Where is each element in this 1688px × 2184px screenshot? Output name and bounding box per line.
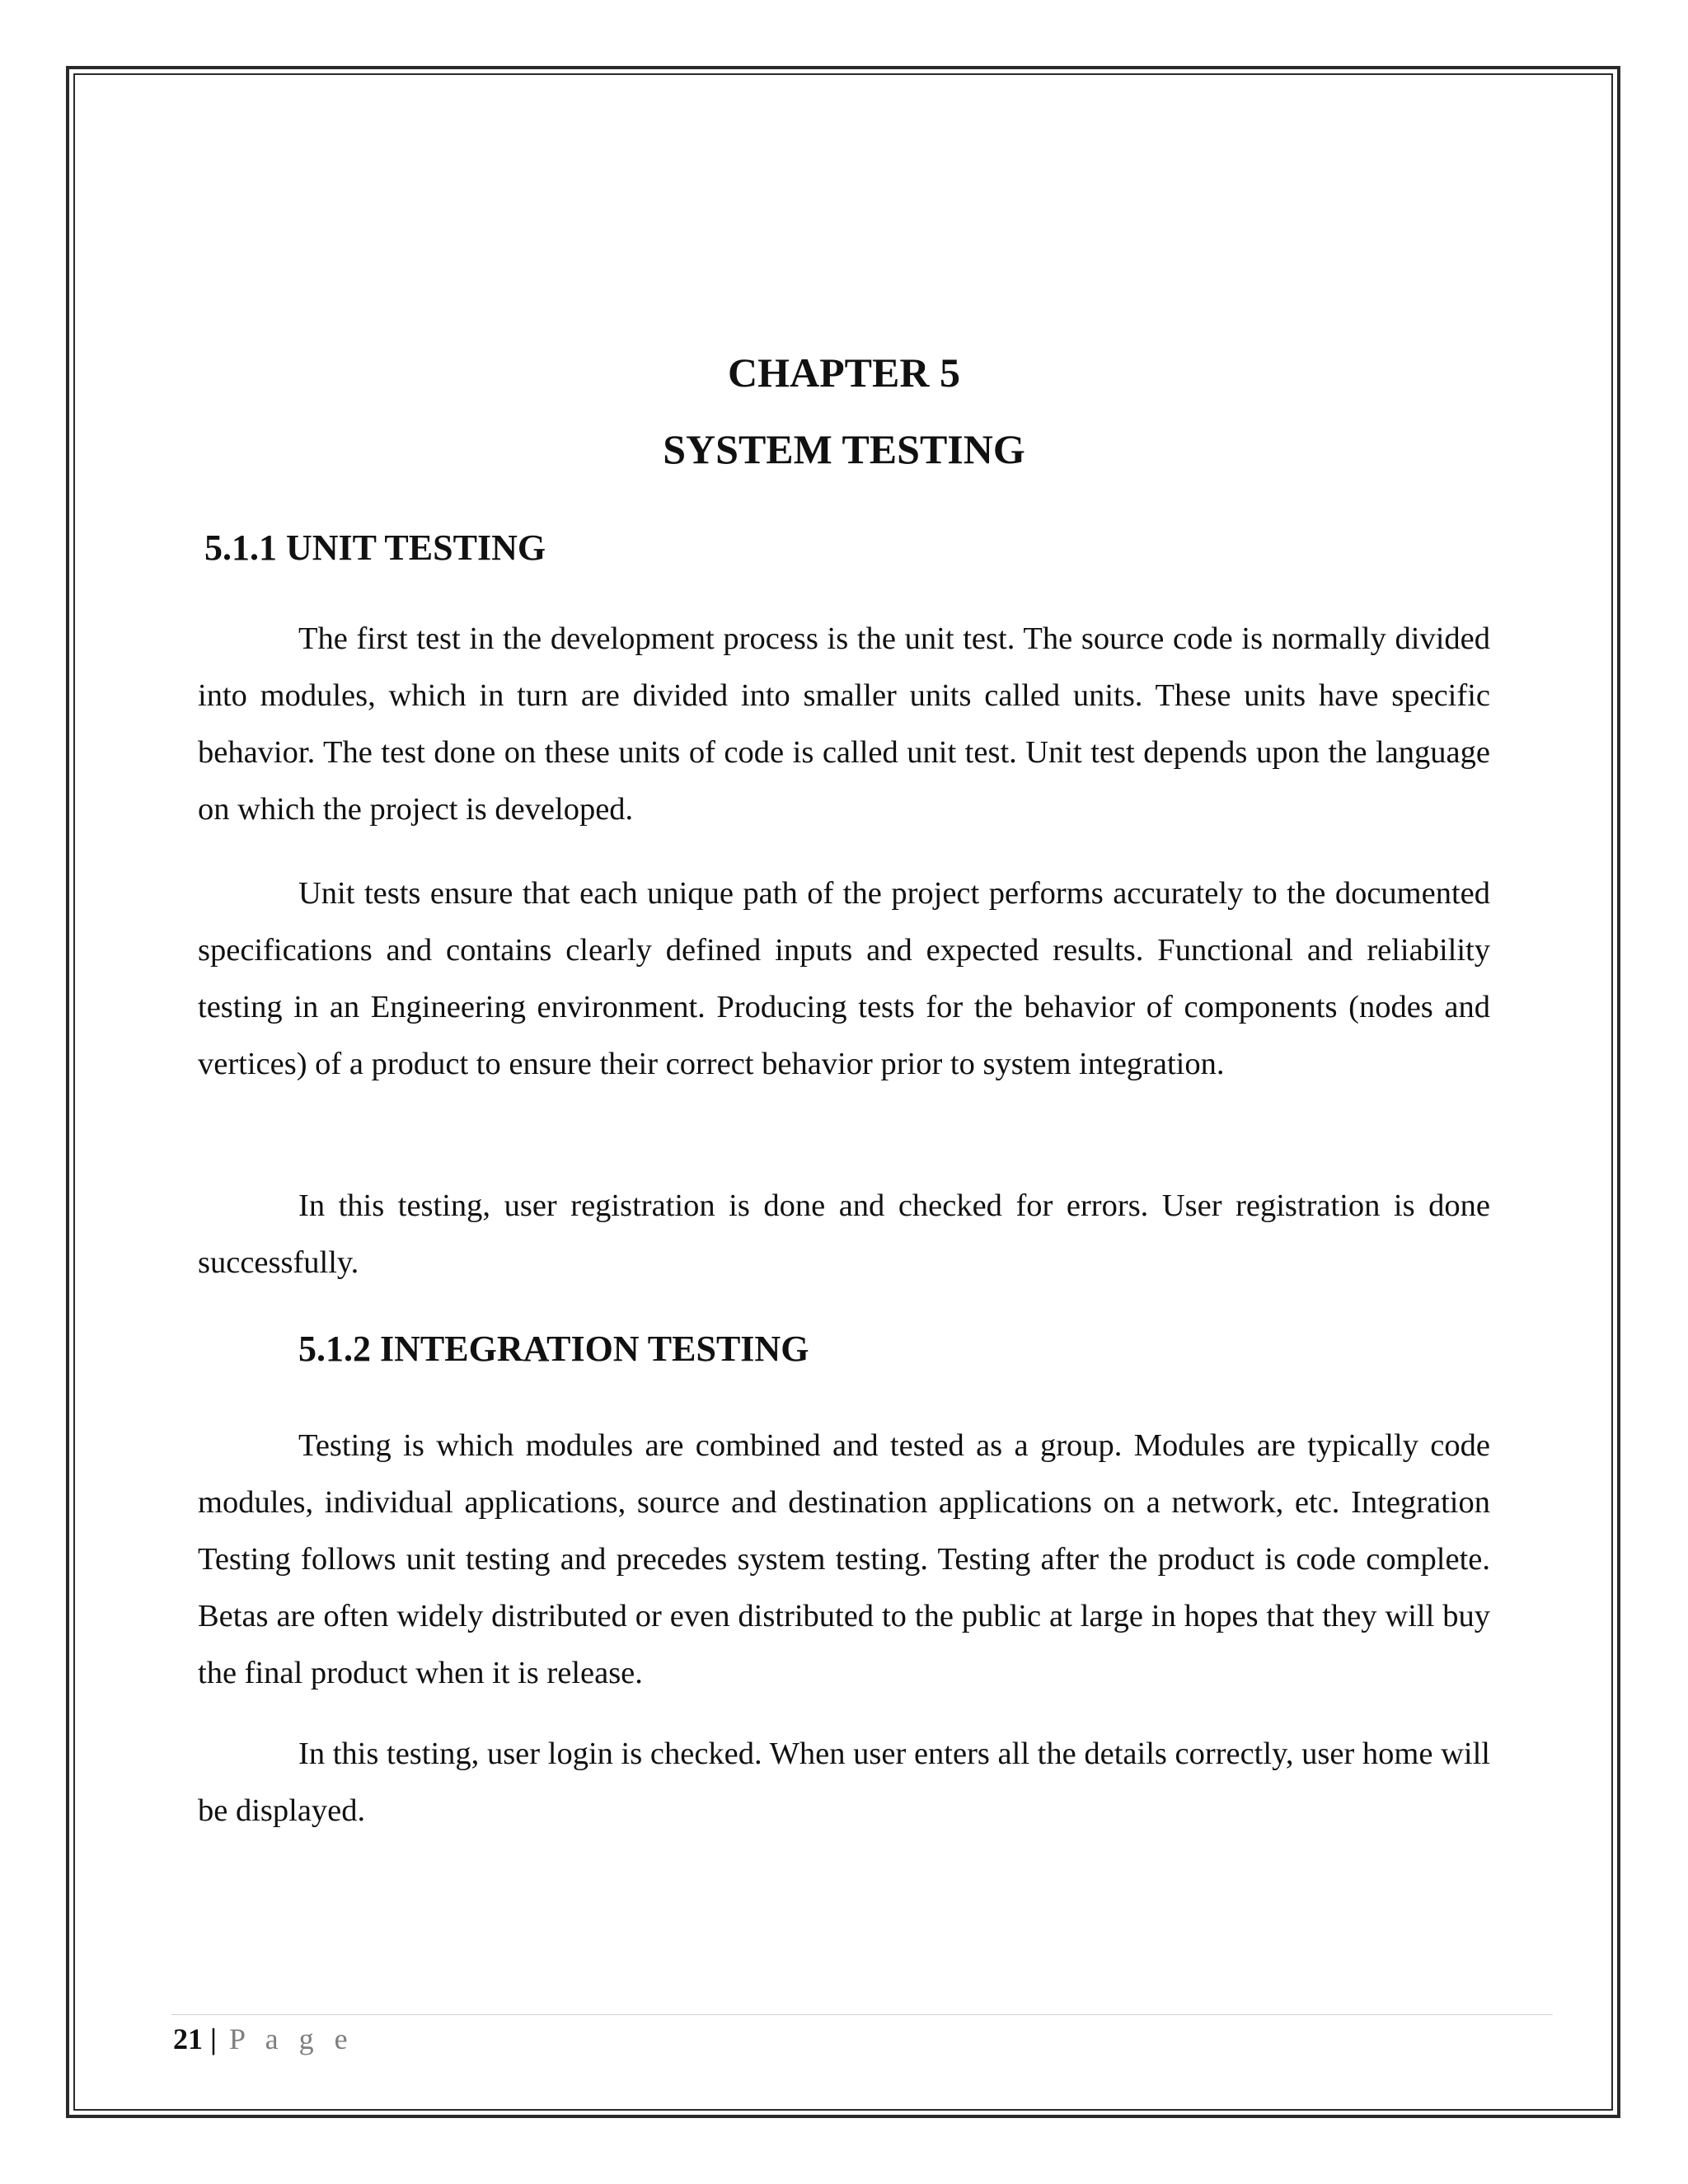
page-label: P a g e xyxy=(228,2022,354,2055)
paragraph-unit-testing-1: The first test in the development process is the unit test. The source code is normally divided into modules, which in turn are divided into smaller units called units. These units have specific behavior. The test done on these units of code is called unit test. Unit test depends upon the language on which the project is developed. xyxy=(198,621,1490,827)
page-footer xyxy=(173,2019,354,2059)
section-heading-unit-testing: 5.1.1 UNIT TESTING xyxy=(204,527,546,568)
footer-separator: | xyxy=(210,2022,217,2055)
section-heading-integration-testing: 5.1.2 INTEGRATION TESTING xyxy=(298,1329,809,1369)
paragraph-integration-testing-2: In this testing, user login is checked. When user enters all the details correctly, user home will be displayed. xyxy=(198,1736,1490,1828)
page-number: 21 xyxy=(173,2022,203,2055)
paragraph-unit-testing-2: Unit tests ensure that each unique path of the project performs accurately to the documented specifications and contains clearly defined inputs and expected results. Functional and reliability testing in an Engineering environment. Producing tests for the behavior of components (nodes and vertices) of a product to ensure their correct behavior prior to system integration. xyxy=(198,876,1490,1081)
chapter-number: CHAPTER 5 xyxy=(728,349,960,396)
paragraph-unit-testing-3: In this testing, user registration is done and checked for errors. User registration is done successfully. xyxy=(198,1188,1490,1280)
paragraph-integration-testing-1: Testing is which modules are combined and tested as a group. Modules are typically code modules, individual applications, source and destination applications on a network, etc. Integration Testing follows unit testing and precedes system testing. Testing after the product is code complete. Betas are often widely distributed or even distributed to the public at large in hopes that they will buy the final product when it is release. xyxy=(198,1428,1490,1690)
chapter-title: SYSTEM TESTING xyxy=(663,426,1025,472)
footer-divider xyxy=(171,2014,1553,2015)
